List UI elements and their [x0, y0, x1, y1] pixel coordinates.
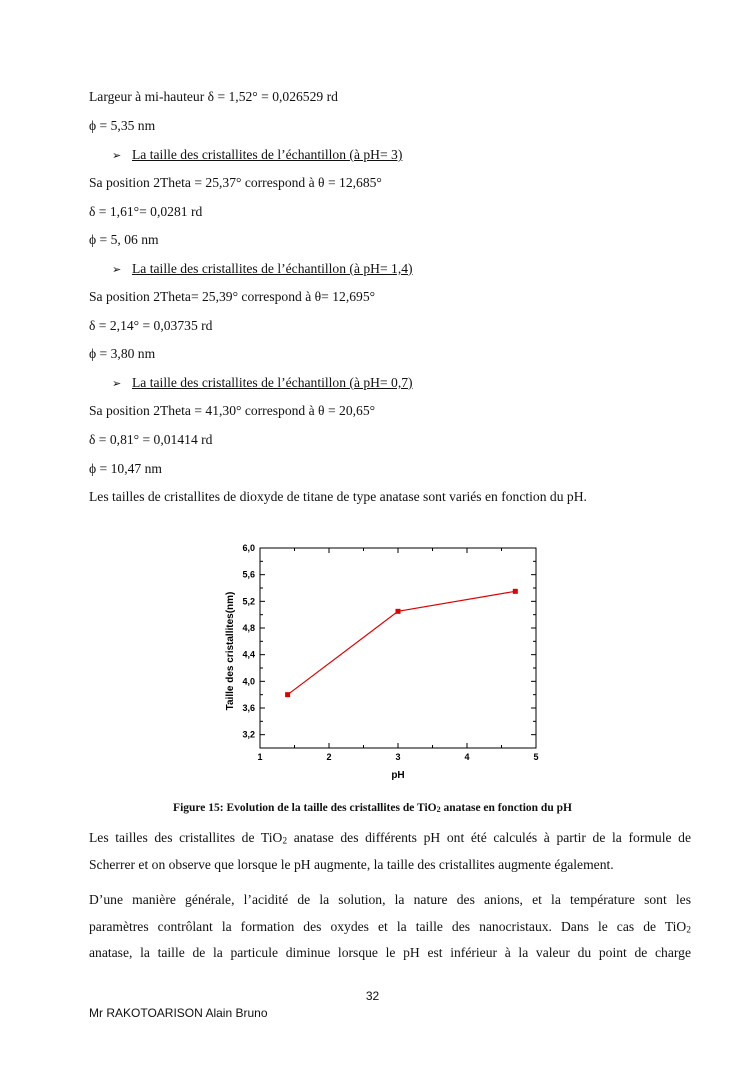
paragraph [89, 887, 691, 967]
paragraph-text: paramètres contrôlant la formation des oxydes et la taille des nanocristaux. Dans le cas de TiO [89, 918, 687, 934]
text-line: Les tailles de cristallites de dioxyde de titane de type anatase sont variés en fonction du pH. [89, 489, 587, 504]
arrow-bullet-icon: ➢ [112, 263, 122, 276]
text-line: ϕ = 3,80 nm [89, 346, 156, 361]
paragraph-line: anatase, la taille de la particule diminue lorsque le pH est inférieur à la valeur du point de charge [89, 945, 691, 960]
y-tick-label: 6,0 [242, 543, 255, 553]
footer-author: Mr RAKOTOARISON Alain Bruno [89, 1006, 268, 1020]
figure-caption [0, 802, 745, 814]
bullet-heading-text: La taille des cristallites de l’échantillon (à pH= 1,4) [132, 261, 413, 276]
x-tick-label: 2 [326, 752, 332, 762]
paragraph-line [89, 825, 691, 852]
y-tick-label: 4,8 [242, 623, 255, 633]
data-point [513, 589, 518, 594]
bullet-heading-text: La taille des cristallites de l’échantillon (à pH= 3) [132, 147, 403, 162]
y-tick-label: 3,6 [242, 703, 255, 713]
y-tick-label: 4,4 [242, 649, 255, 660]
x-tick-label: 4 [464, 752, 470, 762]
text-line: ϕ = 10,47 nm [89, 461, 162, 476]
paragraph-line: D’une manière générale, l’acidité de la solution, la nature des anions, et la température sont les [89, 892, 691, 907]
text-line: Sa position 2Theta = 41,30° correspond à θ = 20,65° [89, 403, 376, 418]
bullet-heading-text: La taille des cristallites de l’échantillon (à pH= 0,7) [132, 375, 413, 390]
text-line: Largeur à mi-hauteur δ = 1,52° = 0,026529 rd [89, 89, 338, 104]
text-line: δ = 2,14° = 0,03735 rd [89, 318, 213, 333]
series-line [288, 591, 516, 694]
bullet-heading [112, 146, 402, 165]
text-line: δ = 1,61°= 0,0281 rd [89, 204, 203, 219]
plot-frame [260, 548, 536, 748]
caption-text-end: anatase en fonction du pH [440, 802, 572, 814]
text-line: δ = 0,81° = 0,01414 rd [89, 432, 213, 447]
text-line: ϕ = 5, 06 nm [89, 232, 159, 247]
paragraph-line: Scherrer et on observe que lorsque le pH augmente, la taille des cristallites augmente également. [89, 856, 614, 872]
bullet-heading [112, 374, 413, 393]
paragraph [89, 825, 691, 878]
text-line: Sa position 2Theta= 25,39° correspond à θ= 12,695° [89, 289, 376, 304]
crystallite-size-chart [210, 535, 550, 785]
caption-subscript: 2 [436, 805, 441, 815]
x-tick-label: 1 [257, 752, 263, 762]
x-tick-label: 5 [533, 752, 539, 762]
page-number: 32 [365, 989, 380, 1003]
y-axis-label: Taille des cristallites(nm) [225, 591, 236, 711]
subscript: 2 [686, 924, 691, 935]
arrow-bullet-icon: ➢ [112, 149, 122, 162]
x-tick-label: 3 [395, 752, 401, 762]
data-point [285, 692, 290, 697]
caption-text: Figure 15: Evolution de la taille des cristallites de TiO [173, 802, 437, 814]
bullet-heading [112, 260, 413, 279]
data-point [396, 609, 401, 614]
subscript: 2 [282, 836, 288, 847]
paragraph-line [89, 914, 691, 941]
paragraph-text: anatase des différents pH ont été calculés à partir de la formule de [287, 830, 691, 845]
y-tick-label: 4,0 [242, 676, 255, 687]
text-line: Sa position 2Theta = 25,37° correspond à θ = 12,685° [89, 175, 382, 190]
arrow-bullet-icon: ➢ [112, 377, 122, 390]
y-tick-label: 5,6 [242, 569, 255, 580]
text-line: ϕ = 5,35 nm [89, 118, 156, 133]
y-tick-label: 5,2 [242, 596, 255, 607]
x-axis-label: pH [391, 770, 405, 781]
y-tick-label: 3,2 [242, 729, 255, 740]
paragraph-text: Les tailles des cristallites de TiO [89, 830, 283, 845]
